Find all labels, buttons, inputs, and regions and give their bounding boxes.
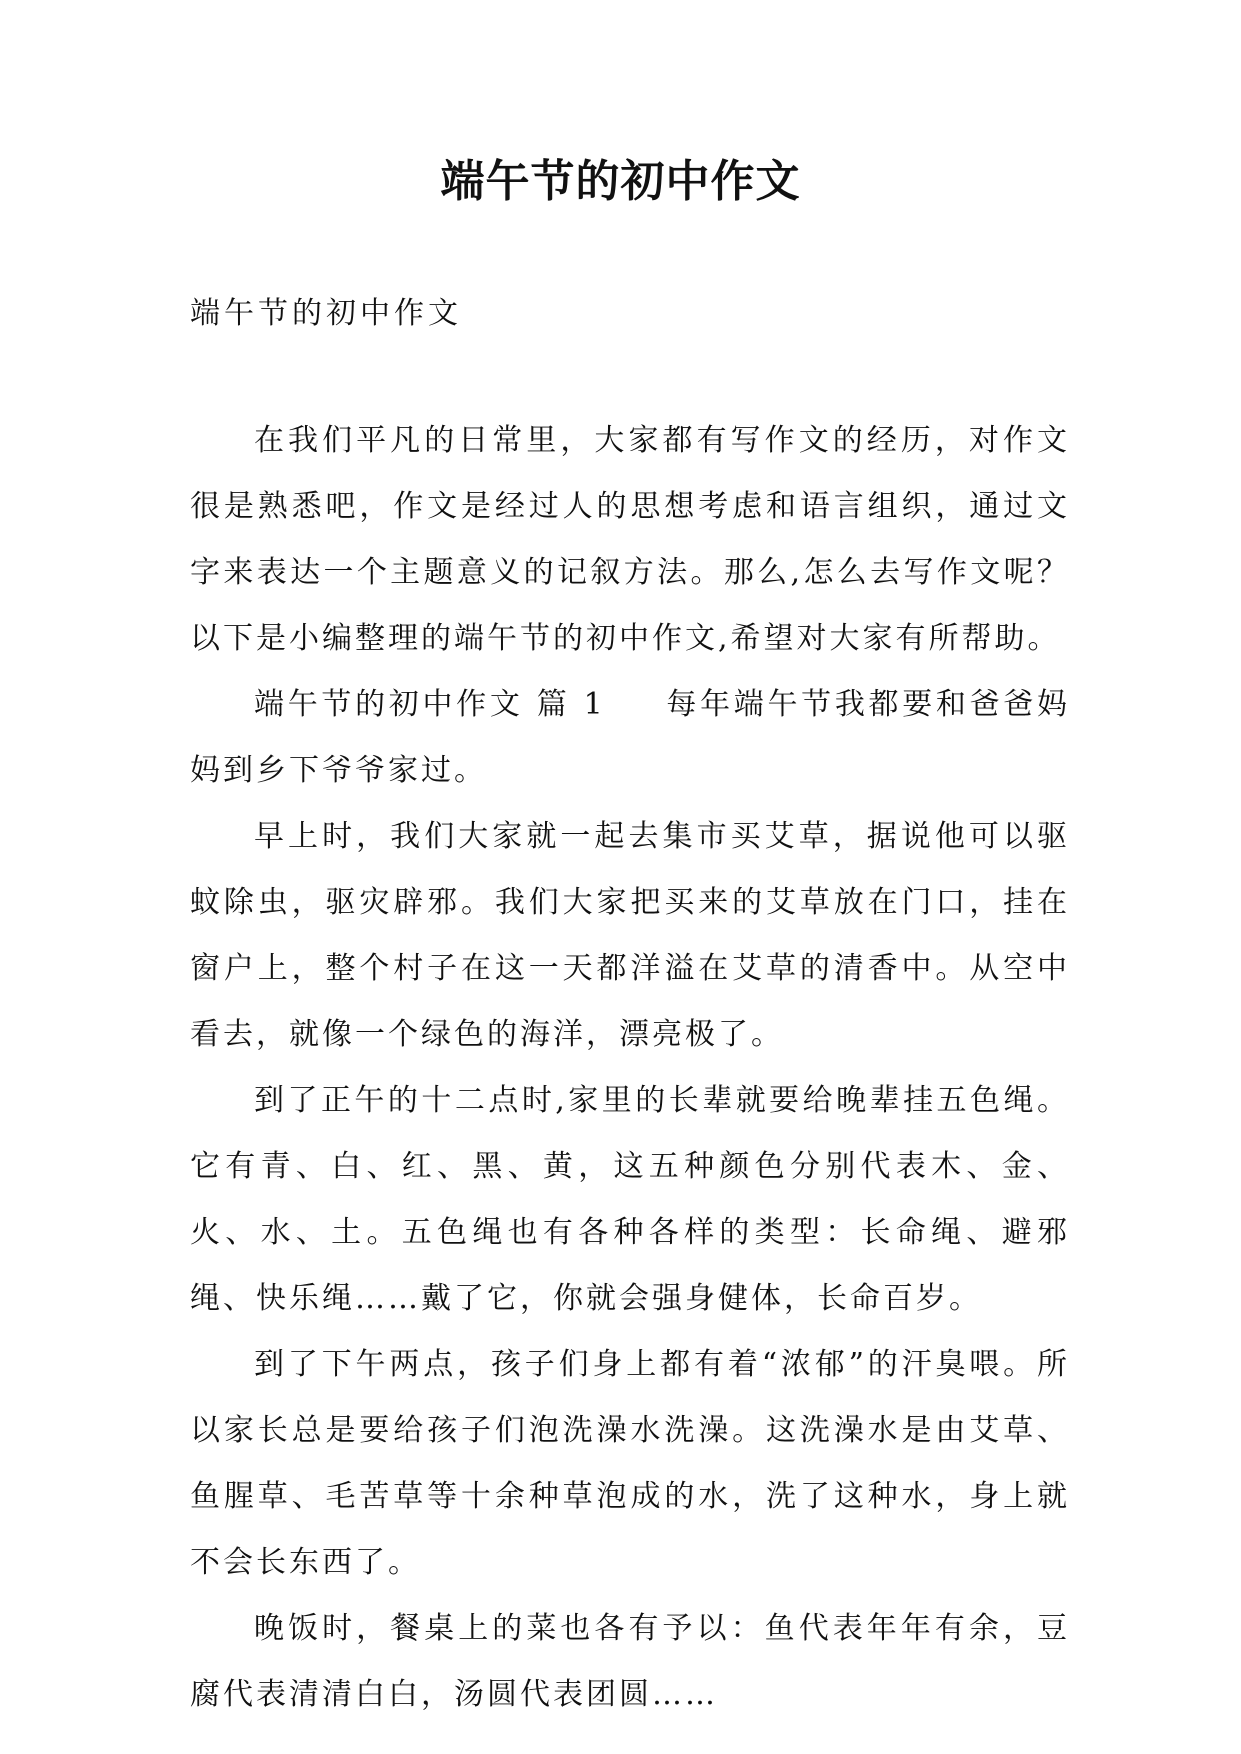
body-paragraph: 晚饭时，餐桌上的菜也各有予以：鱼代表年年有余，豆腐代表清清白白，汤圆代表团圆……: [190, 1611, 1070, 1712]
section-paragraph: [190, 672, 1070, 804]
document-body: [190, 408, 1070, 1728]
document-title: 端午节的初中作文: [440, 156, 801, 207]
section-heading: 端午节的初中作文 篇 1: [254, 687, 606, 722]
document-subtitle: 端午节的初中作文: [190, 296, 462, 331]
section-text: 每年端午节我都要和爸爸妈妈到乡下爷爷家过。: [190, 687, 1070, 788]
body-paragraph: 到了下午两点，孩子们身上都有着“浓郁”的汗臭喂。所以家长总是要给孩子们泡洗澡水洗澡。这洗澡水是由艾草、鱼腥草、毛苦草等十余种草泡成的水，洗了这种水，身上就不会长东西了。: [190, 1347, 1070, 1580]
body-paragraph: 到了正午的十二点时,家里的长辈就要给晚辈挂五色绳。它有青、白、红、黑、黄，这五种颜色分别代表木、金、火、水、土。五色绳也有各种各样的类型：长命绳、避邪绳、快乐绳……戴了它，你就会强身健体，长命百岁。: [190, 1083, 1070, 1316]
body-paragraph: 早上时，我们大家就一起去集市买艾草，据说他可以驱蚊除虫，驱灾辟邪。我们大家把买来的艾草放在门口，挂在窗户上，整个村子在这一天都洋溢在艾草的清香中。从空中看去，就像一个绿色的海洋，漂亮极了。: [190, 819, 1070, 1052]
intro-paragraph: 在我们平凡的日常里，大家都有写作文的经历，对作文很是熟悉吧，作文是经过人的思想考虑和语言组织，通过文字来表达一个主题意义的记叙方法。那么,怎么去写作文呢？以下是小编整理的端午节的初中作文,希望对大家有所帮助。: [190, 423, 1070, 656]
